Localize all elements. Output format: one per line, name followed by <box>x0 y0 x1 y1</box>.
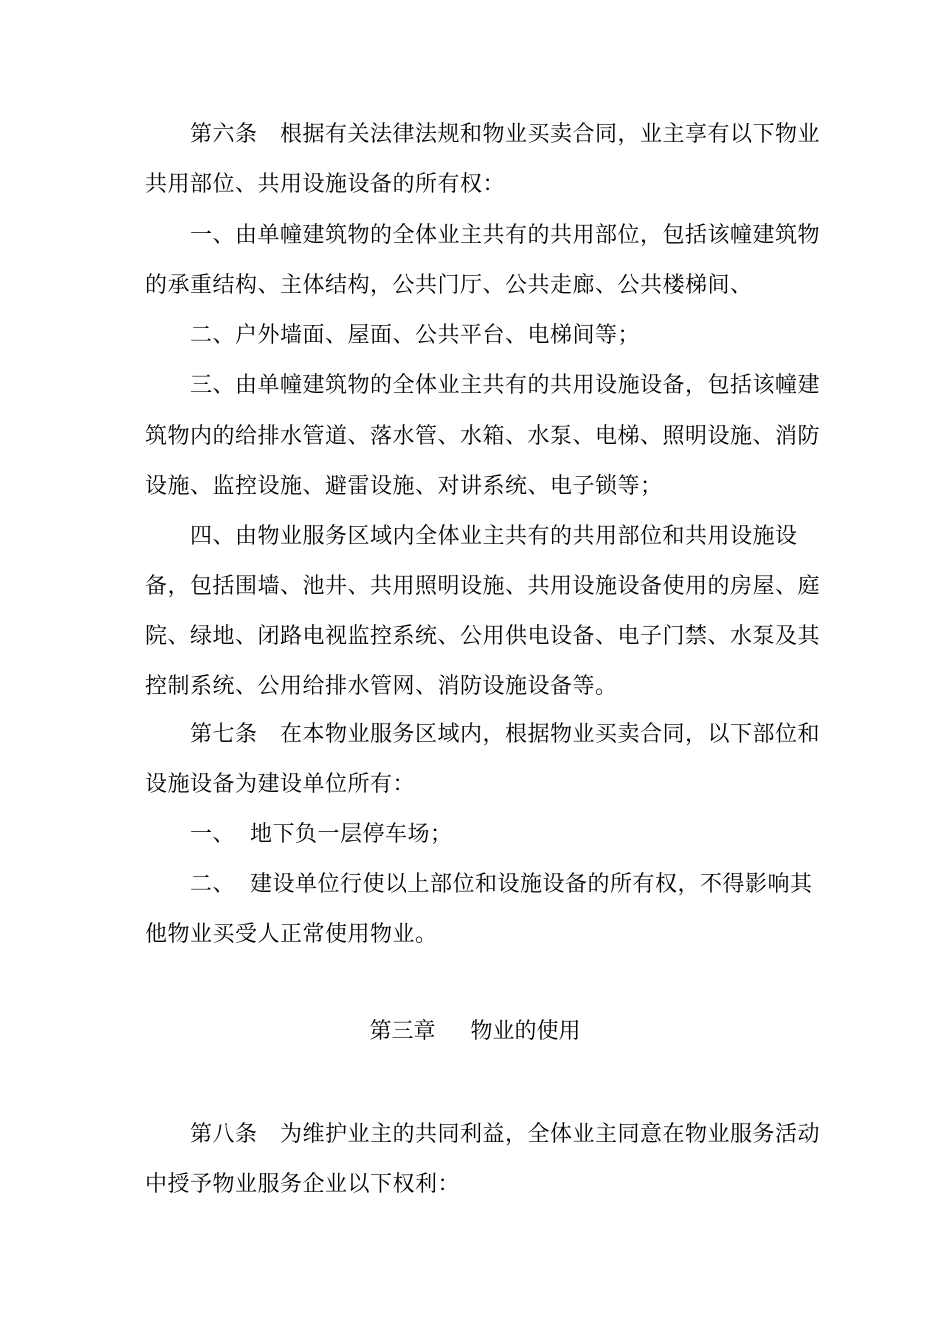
article-7-line-1: 第七条 在本物业服务区域内，根据物业买卖合同，以下部位和 <box>190 722 820 747</box>
item-1-line-2: 的承重结构、主体结构，公共门厅、公共走廊、公共楼梯间、 <box>145 273 753 298</box>
article-6-line-2: 共用部位、共用设施设备的所有权： <box>145 172 506 197</box>
item-4-line-2: 备，包括围墙、池井、共用照明设施、共用设施设备使用的房屋、庭 <box>145 574 821 599</box>
item-4-line-3: 院、绿地、闭路电视监控系统、公用供电设备、电子门禁、水泵及其 <box>145 624 821 649</box>
item-3-line-2: 筑物内的给排水管道、落水管、水箱、水泵、电梯、照明设施、消防 <box>145 424 821 449</box>
item-1-line-1: 一、由单幢建筑物的全体业主共有的共用部位，包括该幢建筑物 <box>190 223 821 248</box>
article-7-item-2-line-2: 他物业买受人正常使用物业。 <box>145 922 438 947</box>
item-4-line-1: 四、由物业服务区域内全体业主共有的共用部位和共用设施设 <box>190 524 798 549</box>
item-3-line-1: 三、由单幢建筑物的全体业主共有的共用设施设备，包括该幢建 <box>190 373 821 398</box>
item-3-line-3: 设施、监控设施、避雷设施、对讲系统、电子锁等； <box>145 474 663 499</box>
article-6-line-1: 第六条 根据有关法律法规和物业买卖合同，业主享有以下物业 <box>190 122 820 147</box>
article-8-line-1: 第八条 为维护业主的共同利益，全体业主同意在物业服务活动 <box>190 1122 820 1147</box>
article-7-item-2-line-1: 二、 建设单位行使以上部位和设施设备的所有权，不得影响其 <box>190 872 813 897</box>
article-8-line-2: 中授予物业服务企业以下权利： <box>145 1172 461 1197</box>
item-4-line-4: 控制系统、公用给排水管网、消防设施设备等。 <box>145 674 618 699</box>
chapter-title: 第三章 物业的使用 <box>369 1019 581 1044</box>
item-2-line-1: 二、户外墙面、屋面、公共平台、电梯间等； <box>190 323 641 348</box>
article-7-line-2: 设施设备为建设单位所有： <box>145 772 416 797</box>
article-7-item-1: 一、 地下负一层停车场； <box>190 822 453 847</box>
